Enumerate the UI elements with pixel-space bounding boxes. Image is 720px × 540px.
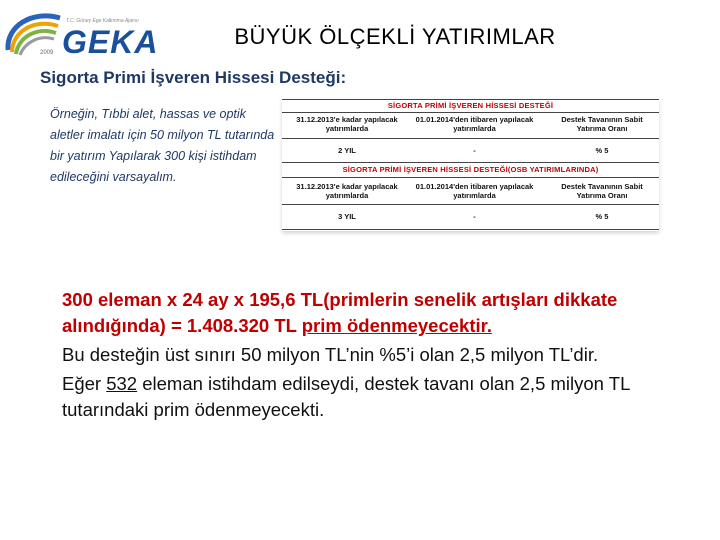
table-header-cell: Destek Tavanının Sabit Yatırıma Oranı	[561, 182, 643, 200]
page-title: BÜYÜK ÖLÇEKLİ YATIRIMLAR	[234, 24, 556, 49]
scenario-text-end: eleman istihdam edilseydi, destek tavanı olan 2,5 milyon TL tutarındaki prim ödenmeyecekti.	[62, 373, 630, 420]
table-rule	[282, 162, 659, 163]
table-rule	[282, 138, 659, 139]
table-value-cell: % 5	[595, 146, 609, 155]
logo-wordmark: GEKA	[62, 24, 159, 60]
table-rule	[282, 177, 659, 178]
example-text: Örneğin, Tıbbi alet, hassas ve optik aletler imalatı için 50 milyon TL tutarında bir yatırım Yapılarak 300 kişi istihdam edileceğini varsayalım.	[50, 107, 275, 184]
table-header-cell: 01.01.2014'den itibaren yapılacak yatırımlarda	[415, 115, 534, 133]
table-value-cell: 3 YIL	[338, 212, 356, 221]
table-rule	[282, 204, 659, 205]
table-value-cell: -	[473, 146, 476, 155]
scenario-text-start: Eğer	[62, 373, 107, 394]
table-header-cell: 01.01.2014'den itibaren yapılacak yatırımlarda	[415, 182, 534, 200]
limit-paragraph: Bu desteğin üst sınırı 50 milyon TL’nin %5’i olan 2,5 milyon TL’dir.	[62, 344, 599, 365]
table-rule	[282, 229, 659, 230]
table-header-cell: 31.12.2013'e kadar yapılacak yatırımlarda	[296, 115, 398, 133]
table-rule	[282, 112, 659, 113]
table-rule	[282, 99, 659, 100]
logo-year: 2009	[40, 50, 54, 56]
table-value-cell: % 5	[595, 212, 609, 221]
calculation-result: prim ödenmeyecektir.	[301, 315, 492, 336]
geka-logo	[2, 6, 192, 60]
main-text	[62, 287, 662, 426]
calculation-text: 300 eleman x 24 ay x 195,6 TL(primlerin senelik artışları dikkate alındığında) = 1.408.320 TL	[62, 289, 618, 336]
support-table	[282, 99, 659, 231]
table-header-cell: 31.12.2013'e kadar yapılacak yatırımlarda	[296, 182, 398, 200]
page-subtitle: Sigorta Primi İşveren Hissesi Desteği:	[40, 68, 347, 87]
table-section2-title: SİGORTA PRİMİ İŞVEREN HİSSESİ DESTEĞİ(OSB YATIRIMLARINDA)	[342, 165, 599, 174]
table-header-cell: Destek Tavanının Sabit Yatırıma Oranı	[561, 115, 643, 133]
scenario-paragraph	[62, 371, 662, 423]
table-section1-title: SİGORTA PRİMİ İŞVEREN HİSSESİ DESTEĞİ	[387, 101, 554, 110]
logo-swirl-icon	[2, 6, 66, 60]
table-value-cell: 2 YIL	[338, 146, 356, 155]
calculation-paragraph	[62, 287, 662, 339]
scenario-number: 532	[106, 373, 138, 394]
logo-tagline: T.C. Güney Ege Kalkınma Ajansı	[66, 18, 139, 24]
table-value-cell: -	[473, 212, 476, 221]
